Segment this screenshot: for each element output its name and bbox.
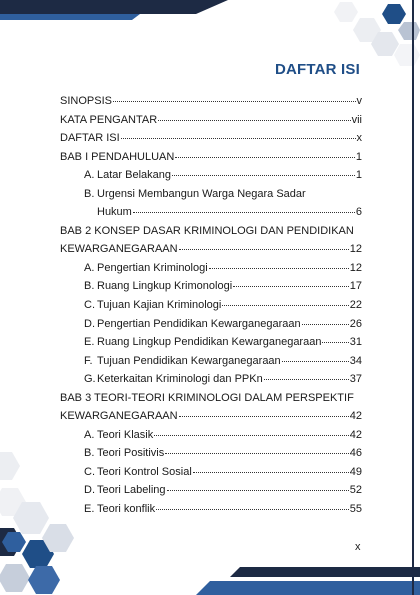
toc-entry-label: BAB 2 KONSEP DASAR KRIMINOLOGI DAN PENDIDIKAN — [60, 224, 354, 237]
toc-entry-page: 52 — [349, 484, 362, 497]
dot-leader — [113, 101, 356, 102]
toc-entry-page: x — [356, 132, 362, 145]
toc-entry-label: BAB 3 TEORI-TEORI KRIMINOLOGI DALAM PERSPEKTIF — [60, 391, 354, 404]
toc-entry-label: Ruang Lingkup Krimonologi — [97, 280, 233, 293]
toc-entry[interactable] — [60, 444, 362, 463]
toc-entry[interactable] — [60, 277, 362, 296]
toc-entry-label: Urgensi Membangun Warga Negara Sadar — [97, 187, 306, 200]
toc-entry-label: Teori Labeling — [97, 484, 166, 497]
toc-entry-letter: F. — [84, 354, 93, 367]
toc-entry[interactable] — [60, 500, 362, 519]
toc-entry-page: 31 — [349, 336, 362, 349]
toc-entry[interactable] — [60, 296, 362, 315]
toc-entry-page: 34 — [349, 354, 362, 367]
table-of-contents — [60, 92, 362, 519]
bottom-right-decoration — [190, 563, 420, 595]
dot-leader — [133, 212, 355, 213]
dot-leader — [322, 342, 348, 343]
toc-entry-page: 37 — [349, 373, 362, 386]
dot-leader — [209, 268, 349, 269]
toc-entry-letter: B. — [84, 447, 95, 460]
toc-entry-label: KEWARGANEGARAAN — [60, 410, 178, 423]
page-edge-line — [412, 0, 414, 595]
page-title: DAFTAR ISI — [274, 61, 360, 78]
dot-leader — [172, 175, 355, 176]
toc-entry-page: 12 — [349, 261, 362, 274]
toc-entry-page: 49 — [349, 465, 362, 478]
toc-entry-label: Teori Klasik — [97, 428, 154, 441]
toc-entry-page: 22 — [349, 299, 362, 312]
toc-entry-label: Pengertian Kriminologi — [97, 261, 208, 274]
toc-entry[interactable] — [60, 240, 362, 259]
toc-entry-page: 12 — [349, 243, 362, 256]
toc-entry-label: Hukum — [97, 206, 132, 219]
toc-entry-page: 1 — [355, 150, 362, 163]
dot-leader — [264, 379, 349, 380]
dot-leader — [222, 305, 348, 306]
toc-entry[interactable] — [60, 203, 362, 222]
toc-entry-label: Latar Belakang — [97, 169, 171, 182]
toc-entry[interactable] — [60, 481, 362, 500]
dot-leader — [302, 324, 349, 325]
toc-entry[interactable] — [60, 129, 362, 148]
toc-entry[interactable] — [60, 370, 362, 389]
toc-entry-letter: C. — [84, 299, 95, 312]
toc-entry-page: v — [356, 95, 362, 107]
dot-leader — [158, 120, 350, 121]
dot-leader — [282, 361, 349, 362]
toc-entry-letter: A. — [84, 428, 95, 441]
toc-entry[interactable] — [60, 389, 362, 408]
dot-leader — [179, 249, 349, 250]
toc-entry-page: 46 — [349, 447, 362, 460]
top-right-hexagons — [300, 0, 420, 70]
toc-entry[interactable] — [60, 333, 362, 352]
toc-entry-letter: A. — [84, 169, 95, 182]
toc-entry-label: DAFTAR ISI — [60, 132, 120, 145]
toc-entry-letter: B. — [84, 187, 95, 200]
dot-leader — [175, 157, 355, 158]
dot-leader — [193, 472, 349, 473]
dot-leader — [121, 138, 356, 139]
toc-entry-label: Tujuan Kajian Kriminologi — [97, 299, 222, 312]
toc-entry-label: KEWARGANEGARAAN — [60, 243, 178, 256]
toc-entry-label: SINOPSIS — [60, 95, 112, 107]
toc-entry-label: Ruang Lingkup Pendidikan Kewarganegaraan — [97, 336, 322, 349]
dot-leader — [167, 490, 349, 491]
toc-entry[interactable] — [60, 185, 362, 204]
toc-entry[interactable] — [60, 315, 362, 334]
toc-entry[interactable] — [60, 92, 362, 111]
toc-entry-letter: D. — [84, 484, 95, 497]
toc-entry-label: KATA PENGANTAR — [60, 113, 158, 126]
toc-entry-page: 26 — [349, 317, 362, 330]
toc-entry[interactable] — [60, 222, 362, 241]
toc-entry[interactable] — [60, 407, 362, 426]
toc-entry-letter: E. — [84, 503, 95, 516]
toc-entry-letter: D. — [84, 317, 95, 330]
toc-entry-page: vii — [351, 113, 362, 126]
toc-entry-letter: A. — [84, 261, 95, 274]
toc-entry-letter: C. — [84, 465, 95, 478]
toc-entry[interactable] — [60, 148, 362, 167]
toc-entry[interactable] — [60, 259, 362, 278]
toc-entry-label: Teori Kontrol Sosial — [97, 465, 192, 478]
toc-entry-label: Keterkaitan Kriminologi dan PPKn — [97, 373, 263, 386]
toc-entry-page: 42 — [349, 410, 362, 423]
toc-entry-page: 17 — [349, 280, 362, 293]
toc-entry-page: 1 — [355, 169, 362, 182]
dot-leader — [233, 286, 349, 287]
toc-entry[interactable] — [60, 426, 362, 445]
dot-leader — [156, 509, 349, 510]
toc-entry-page: 6 — [355, 206, 362, 219]
toc-entry[interactable] — [60, 463, 362, 482]
dot-leader — [165, 453, 349, 454]
toc-entry-letter: G. — [84, 373, 96, 386]
toc-entry-label: Teori konflik — [97, 503, 156, 516]
toc-entry-label: Pengertian Pendidikan Kewarganegaraan — [97, 317, 301, 330]
toc-entry-page: 42 — [349, 428, 362, 441]
top-left-decoration — [0, 0, 230, 20]
toc-entry-letter: B. — [84, 280, 95, 293]
toc-entry-letter: E. — [84, 336, 95, 349]
toc-entry[interactable] — [60, 111, 362, 130]
toc-entry-label: BAB I PENDAHULUAN — [60, 150, 175, 163]
toc-entry-label: Tujuan Pendidikan Kewarganegaraan — [97, 354, 281, 367]
page-number: x — [355, 541, 361, 553]
toc-entry[interactable] — [60, 352, 362, 371]
toc-entry-label: Teori Positivis — [97, 447, 165, 460]
dot-leader — [179, 416, 349, 417]
dot-leader — [154, 435, 349, 436]
toc-entry-page: 55 — [349, 503, 362, 516]
toc-entry[interactable] — [60, 166, 362, 185]
